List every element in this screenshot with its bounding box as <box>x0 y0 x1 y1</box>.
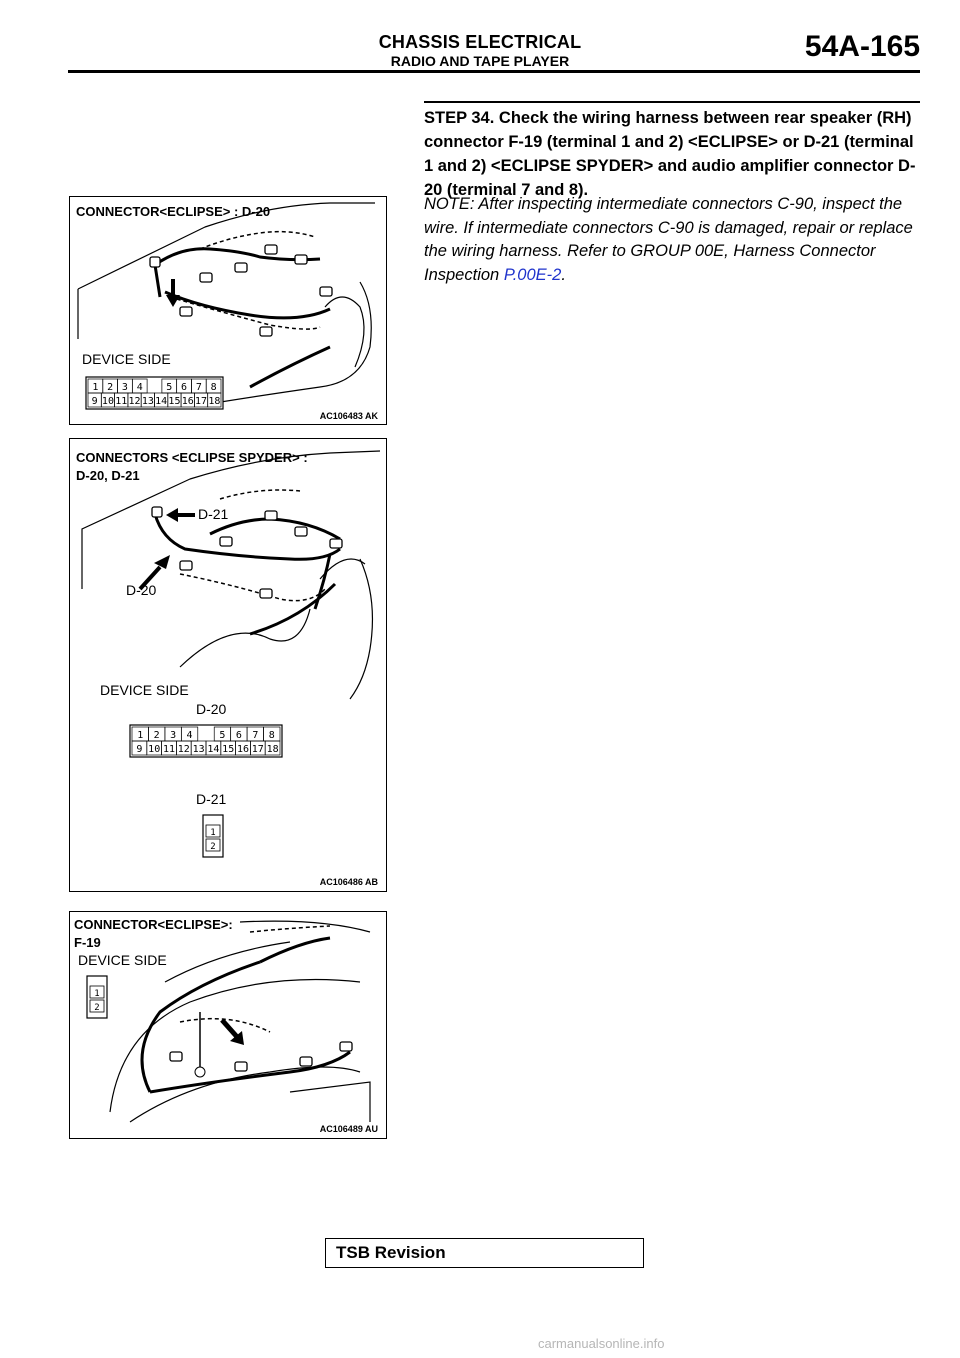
figure-d20-d21-spyder <box>69 438 387 892</box>
pin-number: 17 <box>195 396 208 407</box>
page-number: 54A-165 <box>804 30 920 63</box>
pin-number: 3 <box>170 730 177 741</box>
pin-number: 15 <box>222 744 235 755</box>
pin-number: 5 <box>219 730 226 741</box>
device-side-label: DEVICE SIDE <box>82 351 171 367</box>
pin-number: 1 <box>92 382 99 393</box>
pin-number: 14 <box>155 396 168 407</box>
pin-number: 7 <box>252 730 259 741</box>
device-side-label: DEVICE SIDE <box>100 682 189 698</box>
tsb-revision-label: TSB Revision <box>336 1243 446 1262</box>
pin-number: 10 <box>101 396 114 407</box>
pin-number: 13 <box>141 396 154 407</box>
pin-number: 18 <box>208 396 221 407</box>
harness-illustration <box>70 197 388 426</box>
pin-number: 1 <box>94 989 100 999</box>
figure-d20-eclipse <box>69 196 387 425</box>
label-d20: D-20 <box>196 701 227 717</box>
harness-illustration <box>70 439 388 893</box>
pin-number: 16 <box>236 744 250 755</box>
pin-number: 9 <box>91 396 98 407</box>
pin-number: 9 <box>136 744 143 755</box>
pin-number: 12 <box>177 744 190 755</box>
pin-number: 6 <box>181 382 188 393</box>
figure-f19-eclipse <box>69 911 387 1139</box>
figure-caption-line2: F-19 <box>74 935 101 950</box>
callout-d21: D-21 <box>198 506 229 522</box>
figure-id: AC106483 AK <box>319 411 378 421</box>
connector-d20-face <box>130 725 282 757</box>
pin-number: 18 <box>266 744 279 755</box>
subsection-title: RADIO AND TAPE PLAYER <box>390 53 570 69</box>
pin-number: 8 <box>268 730 275 741</box>
figure-id: AC106486 AB <box>319 877 378 887</box>
connector-d20-face <box>86 377 223 409</box>
step-rule <box>424 101 920 103</box>
figure-id: AC106489 AU <box>319 1124 378 1134</box>
pin-number: 10 <box>148 744 161 755</box>
pin-number: 13 <box>192 744 205 755</box>
figure-caption-line1: CONNECTOR<ECLIPSE>: <box>74 917 233 932</box>
pin-number: 14 <box>207 744 220 755</box>
pin-number: 4 <box>186 730 193 741</box>
figure-caption-line2: D-20, D-21 <box>76 468 140 483</box>
header-rule <box>68 70 920 73</box>
pin-number: 7 <box>195 382 202 393</box>
pin-number: 1 <box>137 730 144 741</box>
pin-number: 1 <box>210 828 216 838</box>
pin-number: 15 <box>168 396 181 407</box>
watermark: carmanualsonline.info <box>538 1336 665 1351</box>
connector-f19-face <box>87 976 107 1018</box>
pin-number: 2 <box>153 730 160 741</box>
step-note <box>424 193 924 287</box>
pin-number: 11 <box>115 396 128 407</box>
figure-caption: CONNECTOR<ECLIPSE> : D-20 <box>76 204 271 219</box>
pin-number: 12 <box>128 396 141 407</box>
note-body: NOTE: After inspecting intermediate connectors C-90, inspect the wire. If intermediate connectors C-90 is damaged, repair or replace the wiring harness. Refer to GROUP 00E, Harness Connector Inspection <box>424 195 913 284</box>
pin-number: 5 <box>166 382 173 393</box>
figure-caption-line1: CONNECTORS <ECLIPSE SPYDER> : <box>76 450 308 465</box>
device-side-label: DEVICE SIDE <box>78 952 167 968</box>
reference-link[interactable]: P.00E-2 <box>503 265 562 284</box>
pin-number: 2 <box>107 382 114 393</box>
section-title: CHASSIS ELECTRICAL <box>378 32 582 52</box>
pin-number: 3 <box>121 382 128 393</box>
callout-d20: D-20 <box>126 582 157 598</box>
pin-number: 17 <box>251 744 264 755</box>
pin-number: 2 <box>94 1003 100 1013</box>
connector-d21-face <box>203 815 223 857</box>
harness-illustration <box>70 912 388 1140</box>
pin-number: 2 <box>210 842 216 852</box>
pin-number: 4 <box>136 382 143 393</box>
pin-number: 11 <box>162 744 176 755</box>
pin-number: 6 <box>235 730 242 741</box>
pin-number: 16 <box>181 396 194 407</box>
step-heading: STEP 34. Check the wiring harness between rear speaker (RH) connector F-19 (terminal 1 and 2) <ECLIPSE> or D-21 (terminal 1 and 2) <ECLIPSE SPYDER> and audio amplifier connector D-20 (terminal 7 and 8). <box>424 109 916 199</box>
pin-number: 8 <box>210 382 217 393</box>
label-d21: D-21 <box>196 791 227 807</box>
note-end: . <box>561 265 566 284</box>
